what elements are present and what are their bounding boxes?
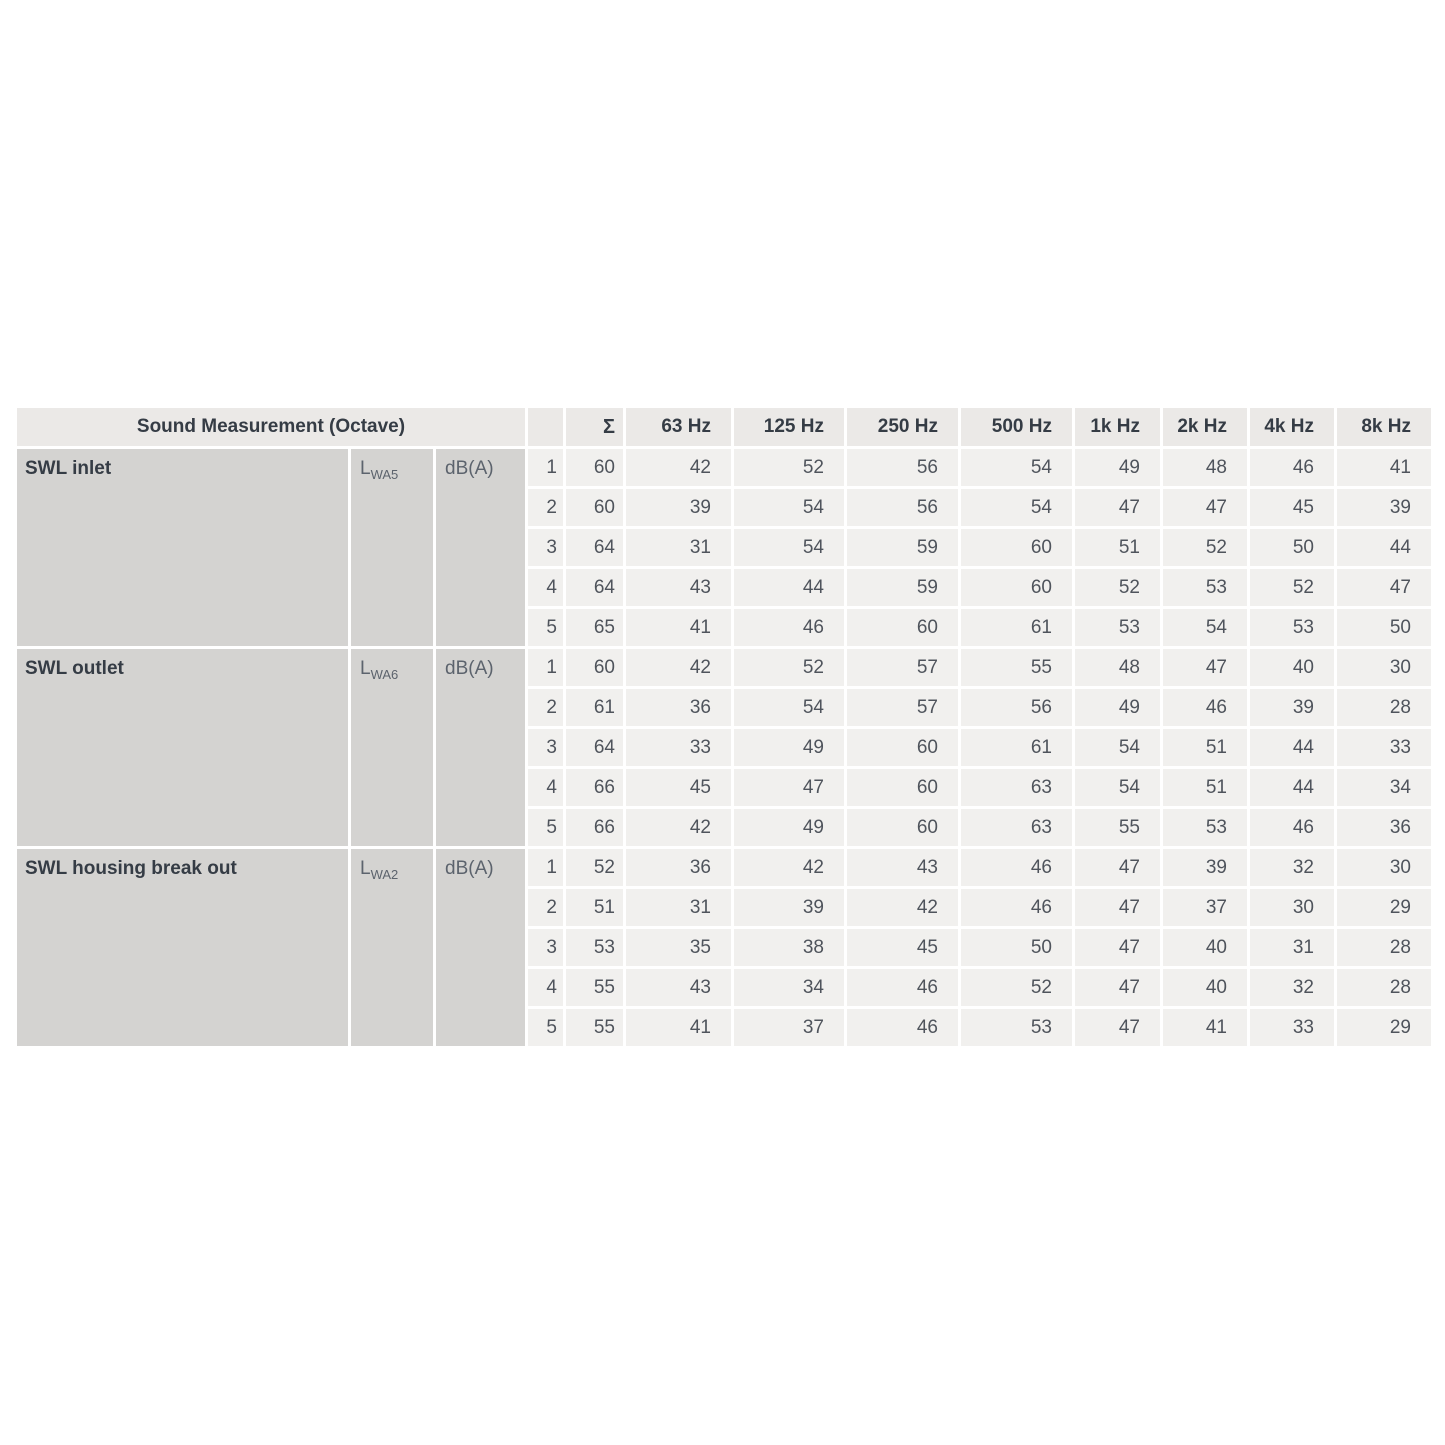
sound-measurement-table xyxy=(14,405,1434,1049)
octave-value: 46 xyxy=(1249,448,1336,488)
table-title: Sound Measurement (Octave) xyxy=(16,407,527,448)
table-row xyxy=(16,848,1433,888)
symbol-base: L xyxy=(360,658,371,679)
octave-value: 54 xyxy=(1074,728,1162,768)
octave-value: 54 xyxy=(1074,768,1162,808)
octave-value: 47 xyxy=(1162,488,1249,528)
octave-value: 46 xyxy=(733,608,846,648)
octave-value: 54 xyxy=(733,488,846,528)
freq-column-header: 500 Hz xyxy=(960,407,1074,448)
sum-value: 65 xyxy=(565,608,625,648)
octave-value: 32 xyxy=(1249,968,1336,1008)
row-number: 3 xyxy=(527,728,565,768)
octave-value: 60 xyxy=(960,568,1074,608)
sum-value: 60 xyxy=(565,488,625,528)
octave-value: 39 xyxy=(733,888,846,928)
octave-value: 33 xyxy=(1336,728,1433,768)
sum-value: 53 xyxy=(565,928,625,968)
unit-label: dB(A) xyxy=(435,648,527,848)
octave-value: 53 xyxy=(1162,808,1249,848)
octave-value: 54 xyxy=(733,688,846,728)
octave-value: 57 xyxy=(846,648,960,688)
unit-label: dB(A) xyxy=(435,448,527,648)
row-number: 2 xyxy=(527,688,565,728)
octave-value: 28 xyxy=(1336,968,1433,1008)
octave-value: 55 xyxy=(960,648,1074,688)
octave-value: 60 xyxy=(846,728,960,768)
octave-value: 41 xyxy=(1162,1008,1249,1048)
sum-value: 51 xyxy=(565,888,625,928)
octave-value: 54 xyxy=(733,528,846,568)
octave-value: 32 xyxy=(1249,848,1336,888)
table-row xyxy=(16,448,1433,488)
row-number: 1 xyxy=(527,648,565,688)
octave-value: 50 xyxy=(1249,528,1336,568)
octave-value: 54 xyxy=(960,488,1074,528)
symbol-label xyxy=(350,448,435,648)
section-name: SWL outlet xyxy=(16,648,350,848)
octave-value: 39 xyxy=(1162,848,1249,888)
octave-value: 46 xyxy=(1249,808,1336,848)
octave-value: 52 xyxy=(1074,568,1162,608)
octave-value: 46 xyxy=(1162,688,1249,728)
row-number: 4 xyxy=(527,568,565,608)
sum-value: 60 xyxy=(565,448,625,488)
symbol-base: L xyxy=(360,458,371,479)
octave-value: 57 xyxy=(846,688,960,728)
octave-value: 60 xyxy=(846,808,960,848)
sum-value: 52 xyxy=(565,848,625,888)
row-number: 1 xyxy=(527,448,565,488)
octave-value: 49 xyxy=(733,728,846,768)
octave-value: 30 xyxy=(1249,888,1336,928)
octave-value: 51 xyxy=(1162,768,1249,808)
freq-column-header: 4k Hz xyxy=(1249,407,1336,448)
octave-value: 38 xyxy=(733,928,846,968)
row-number: 3 xyxy=(527,928,565,968)
octave-value: 36 xyxy=(625,688,733,728)
octave-value: 46 xyxy=(846,968,960,1008)
octave-value: 51 xyxy=(1074,528,1162,568)
row-number: 2 xyxy=(527,888,565,928)
row-number: 5 xyxy=(527,808,565,848)
octave-value: 35 xyxy=(625,928,733,968)
row-number: 4 xyxy=(527,768,565,808)
octave-value: 51 xyxy=(1162,728,1249,768)
octave-value: 41 xyxy=(1336,448,1433,488)
octave-value: 34 xyxy=(1336,768,1433,808)
octave-value: 39 xyxy=(1249,688,1336,728)
row-number-header xyxy=(527,407,565,448)
row-number: 2 xyxy=(527,488,565,528)
octave-value: 53 xyxy=(960,1008,1074,1048)
freq-column-header: 8k Hz xyxy=(1336,407,1433,448)
symbol-label xyxy=(350,848,435,1048)
octave-value: 40 xyxy=(1249,648,1336,688)
octave-value: 53 xyxy=(1074,608,1162,648)
octave-value: 63 xyxy=(960,808,1074,848)
octave-value: 47 xyxy=(1074,968,1162,1008)
octave-value: 37 xyxy=(1162,888,1249,928)
octave-value: 43 xyxy=(625,968,733,1008)
sum-value: 64 xyxy=(565,728,625,768)
table-header xyxy=(16,407,1433,448)
octave-value: 45 xyxy=(625,768,733,808)
octave-value: 44 xyxy=(1249,768,1336,808)
octave-value: 30 xyxy=(1336,848,1433,888)
octave-value: 53 xyxy=(1162,568,1249,608)
octave-value: 49 xyxy=(1074,448,1162,488)
octave-value: 46 xyxy=(846,1008,960,1048)
octave-value: 47 xyxy=(1074,888,1162,928)
sum-value: 55 xyxy=(565,1008,625,1048)
octave-value: 44 xyxy=(1249,728,1336,768)
octave-value: 49 xyxy=(733,808,846,848)
octave-value: 52 xyxy=(733,448,846,488)
octave-value: 54 xyxy=(1162,608,1249,648)
octave-value: 45 xyxy=(1249,488,1336,528)
octave-value: 45 xyxy=(846,928,960,968)
octave-value: 42 xyxy=(625,648,733,688)
octave-value: 33 xyxy=(1249,1008,1336,1048)
symbol-label xyxy=(350,648,435,848)
octave-value: 28 xyxy=(1336,928,1433,968)
octave-value: 48 xyxy=(1074,648,1162,688)
octave-value: 40 xyxy=(1162,928,1249,968)
row-number: 5 xyxy=(527,608,565,648)
sum-value: 64 xyxy=(565,568,625,608)
octave-value: 46 xyxy=(960,848,1074,888)
octave-value: 43 xyxy=(625,568,733,608)
freq-column-header: 63 Hz xyxy=(625,407,733,448)
octave-value: 46 xyxy=(960,888,1074,928)
octave-value: 31 xyxy=(625,888,733,928)
octave-value: 29 xyxy=(1336,1008,1433,1048)
octave-value: 52 xyxy=(1162,528,1249,568)
freq-column-header: 1k Hz xyxy=(1074,407,1162,448)
octave-value: 59 xyxy=(846,568,960,608)
octave-value: 63 xyxy=(960,768,1074,808)
octave-value: 50 xyxy=(1336,608,1433,648)
octave-value: 52 xyxy=(960,968,1074,1008)
octave-value: 48 xyxy=(1162,448,1249,488)
row-number: 1 xyxy=(527,848,565,888)
octave-value: 42 xyxy=(625,448,733,488)
octave-value: 44 xyxy=(1336,528,1433,568)
sigma-column-header: Σ xyxy=(565,407,625,448)
octave-value: 42 xyxy=(846,888,960,928)
row-number: 3 xyxy=(527,528,565,568)
octave-value: 52 xyxy=(1249,568,1336,608)
octave-value: 41 xyxy=(625,608,733,648)
octave-value: 36 xyxy=(625,848,733,888)
octave-value: 34 xyxy=(733,968,846,1008)
octave-value: 42 xyxy=(625,808,733,848)
octave-value: 40 xyxy=(1162,968,1249,1008)
octave-value: 47 xyxy=(1074,928,1162,968)
octave-value: 29 xyxy=(1336,888,1433,928)
row-number: 5 xyxy=(527,1008,565,1048)
octave-value: 47 xyxy=(1074,1008,1162,1048)
unit-label: dB(A) xyxy=(435,848,527,1048)
freq-column-header: 2k Hz xyxy=(1162,407,1249,448)
octave-value: 56 xyxy=(846,488,960,528)
octave-value: 39 xyxy=(1336,488,1433,528)
octave-value: 55 xyxy=(1074,808,1162,848)
symbol-subscript: WA6 xyxy=(370,666,399,682)
sum-value: 61 xyxy=(565,688,625,728)
octave-value: 47 xyxy=(1074,848,1162,888)
sum-value: 64 xyxy=(565,528,625,568)
octave-value: 39 xyxy=(625,488,733,528)
octave-value: 59 xyxy=(846,528,960,568)
row-number: 4 xyxy=(527,968,565,1008)
octave-value: 61 xyxy=(960,608,1074,648)
section-name: SWL housing break out xyxy=(16,848,350,1048)
octave-value: 53 xyxy=(1249,608,1336,648)
octave-value: 30 xyxy=(1336,648,1433,688)
symbol-base: L xyxy=(360,858,371,879)
sum-value: 66 xyxy=(565,768,625,808)
octave-value: 61 xyxy=(960,728,1074,768)
octave-value: 43 xyxy=(846,848,960,888)
sum-value: 66 xyxy=(565,808,625,848)
sum-value: 55 xyxy=(565,968,625,1008)
octave-value: 47 xyxy=(1162,648,1249,688)
octave-value: 47 xyxy=(733,768,846,808)
section-name: SWL inlet xyxy=(16,448,350,648)
octave-value: 54 xyxy=(960,448,1074,488)
symbol-subscript: WA2 xyxy=(370,866,399,882)
octave-value: 42 xyxy=(733,848,846,888)
octave-value: 28 xyxy=(1336,688,1433,728)
octave-value: 49 xyxy=(1074,688,1162,728)
octave-value: 60 xyxy=(846,608,960,648)
table-body xyxy=(16,448,1433,1048)
octave-value: 44 xyxy=(733,568,846,608)
octave-value: 31 xyxy=(1249,928,1336,968)
octave-value: 60 xyxy=(846,768,960,808)
freq-column-header: 125 Hz xyxy=(733,407,846,448)
octave-value: 33 xyxy=(625,728,733,768)
octave-value: 47 xyxy=(1074,488,1162,528)
octave-value: 31 xyxy=(625,528,733,568)
header-row xyxy=(16,407,1433,448)
table-row xyxy=(16,648,1433,688)
octave-value: 37 xyxy=(733,1008,846,1048)
freq-column-header: 250 Hz xyxy=(846,407,960,448)
octave-value: 47 xyxy=(1336,568,1433,608)
octave-value: 52 xyxy=(733,648,846,688)
octave-value: 60 xyxy=(960,528,1074,568)
symbol-subscript: WA5 xyxy=(370,466,399,482)
sum-value: 60 xyxy=(565,648,625,688)
octave-value: 56 xyxy=(846,448,960,488)
octave-value: 41 xyxy=(625,1008,733,1048)
octave-value: 50 xyxy=(960,928,1074,968)
octave-value: 36 xyxy=(1336,808,1433,848)
octave-value: 56 xyxy=(960,688,1074,728)
